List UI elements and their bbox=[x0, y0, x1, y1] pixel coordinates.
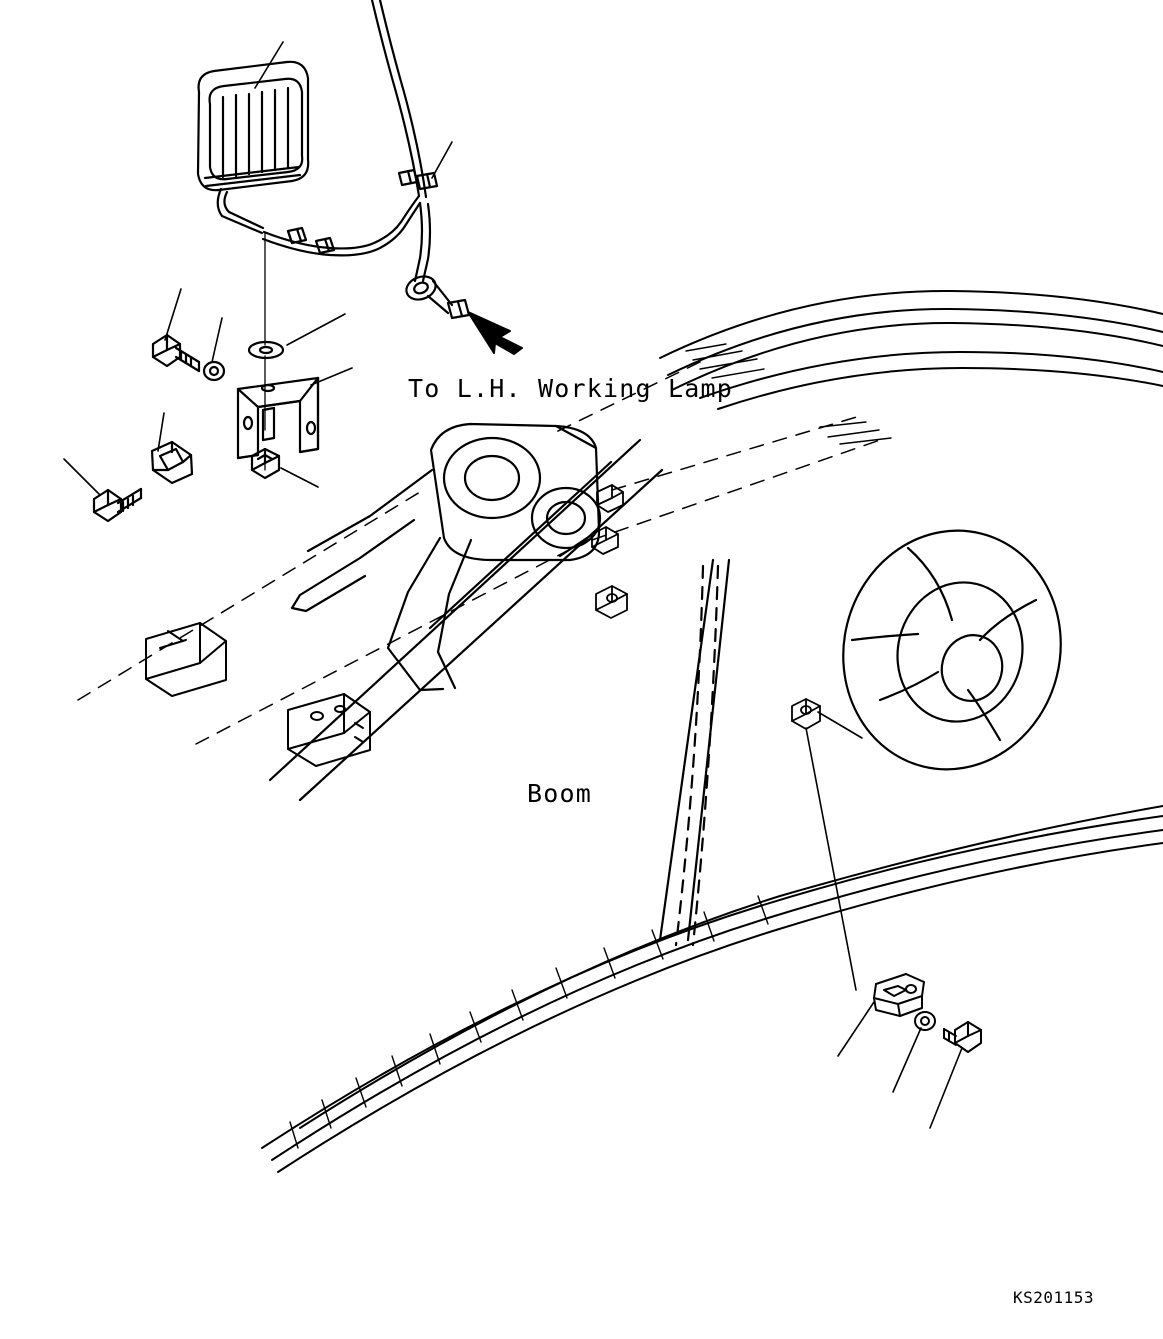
clamp-block-2 bbox=[288, 694, 370, 766]
direction-arrow bbox=[468, 312, 522, 354]
drum-assembly bbox=[818, 507, 1086, 792]
washer-lower bbox=[915, 1012, 935, 1030]
mounting-bracket bbox=[238, 378, 318, 458]
lock-washer-upper bbox=[204, 362, 224, 380]
connector-male bbox=[288, 228, 306, 243]
label-boom: Boom bbox=[527, 779, 593, 808]
sheet-code: KS201153 bbox=[1013, 1288, 1095, 1307]
bolt-lower-left bbox=[94, 489, 141, 521]
boss-block-right bbox=[792, 699, 820, 729]
connector-female bbox=[316, 238, 334, 253]
work-lamp-assembly bbox=[198, 62, 308, 233]
label-to-lh-working-lamp: To L.H. Working Lamp bbox=[408, 374, 734, 403]
bolt-upper bbox=[153, 335, 199, 371]
cable-clip-lower bbox=[874, 974, 924, 1016]
nut bbox=[252, 449, 279, 478]
ring-terminal bbox=[403, 273, 469, 318]
washer-upper bbox=[249, 342, 283, 358]
